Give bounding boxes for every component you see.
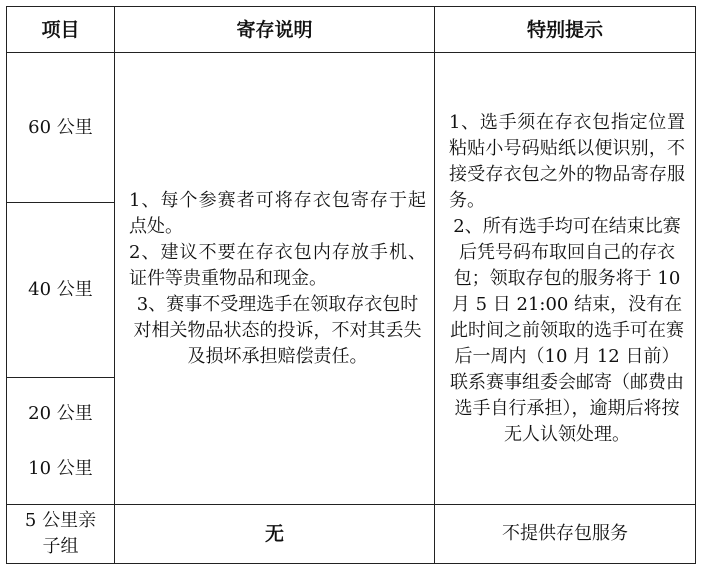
notice-line-1: 1、选手须在存衣包指定位置粘贴小号码贴纸以便识别，不接受存衣包之外的物品寄存服务。	[449, 111, 685, 211]
notice-line-2: 2、所有选手均可在结束比赛后凭号码布取回自己的存衣包；领取存包的服务将于 10 月 5 日 21:00 结束，没有在此时间之前领取的选手可在赛后一周内（10 月 12 日前）联系赛事组委会邮寄（邮费由选手自行承担），逾期后将按无人认领处理。	[450, 215, 684, 445]
km5-notice: 不提供存包服务	[434, 504, 696, 564]
row-10km-label: 10 公里	[28, 457, 93, 479]
notice-text	[449, 110, 685, 448]
header-description: 寄存说明	[114, 6, 435, 53]
row-5km-label: 5 公里亲子组	[6, 504, 115, 564]
row-20km-10km-label	[6, 377, 115, 505]
km5-description: 无	[114, 504, 435, 564]
description-line-2: 2、建议不要在存衣包内存放手机、证件等贵重物品和现金。	[129, 241, 426, 289]
notice-cell	[434, 52, 696, 505]
header-notice: 特别提示	[434, 6, 696, 53]
row-20km-label: 20 公里	[28, 402, 93, 424]
header-item: 项目	[6, 6, 115, 53]
description-cell	[114, 52, 435, 505]
row-60km-label: 60 公里	[6, 52, 115, 203]
row-40km-label: 40 公里	[6, 202, 115, 378]
description-line-3: 3、赛事不受理选手在领取存衣包时对相关物品状态的投诉，不对其丢失及损坏承担赔偿责任。	[133, 293, 422, 367]
description-line-1: 1、每个参赛者可将存衣包寄存于起点处。	[129, 189, 426, 237]
storage-table	[6, 6, 696, 564]
description-text	[129, 188, 426, 370]
